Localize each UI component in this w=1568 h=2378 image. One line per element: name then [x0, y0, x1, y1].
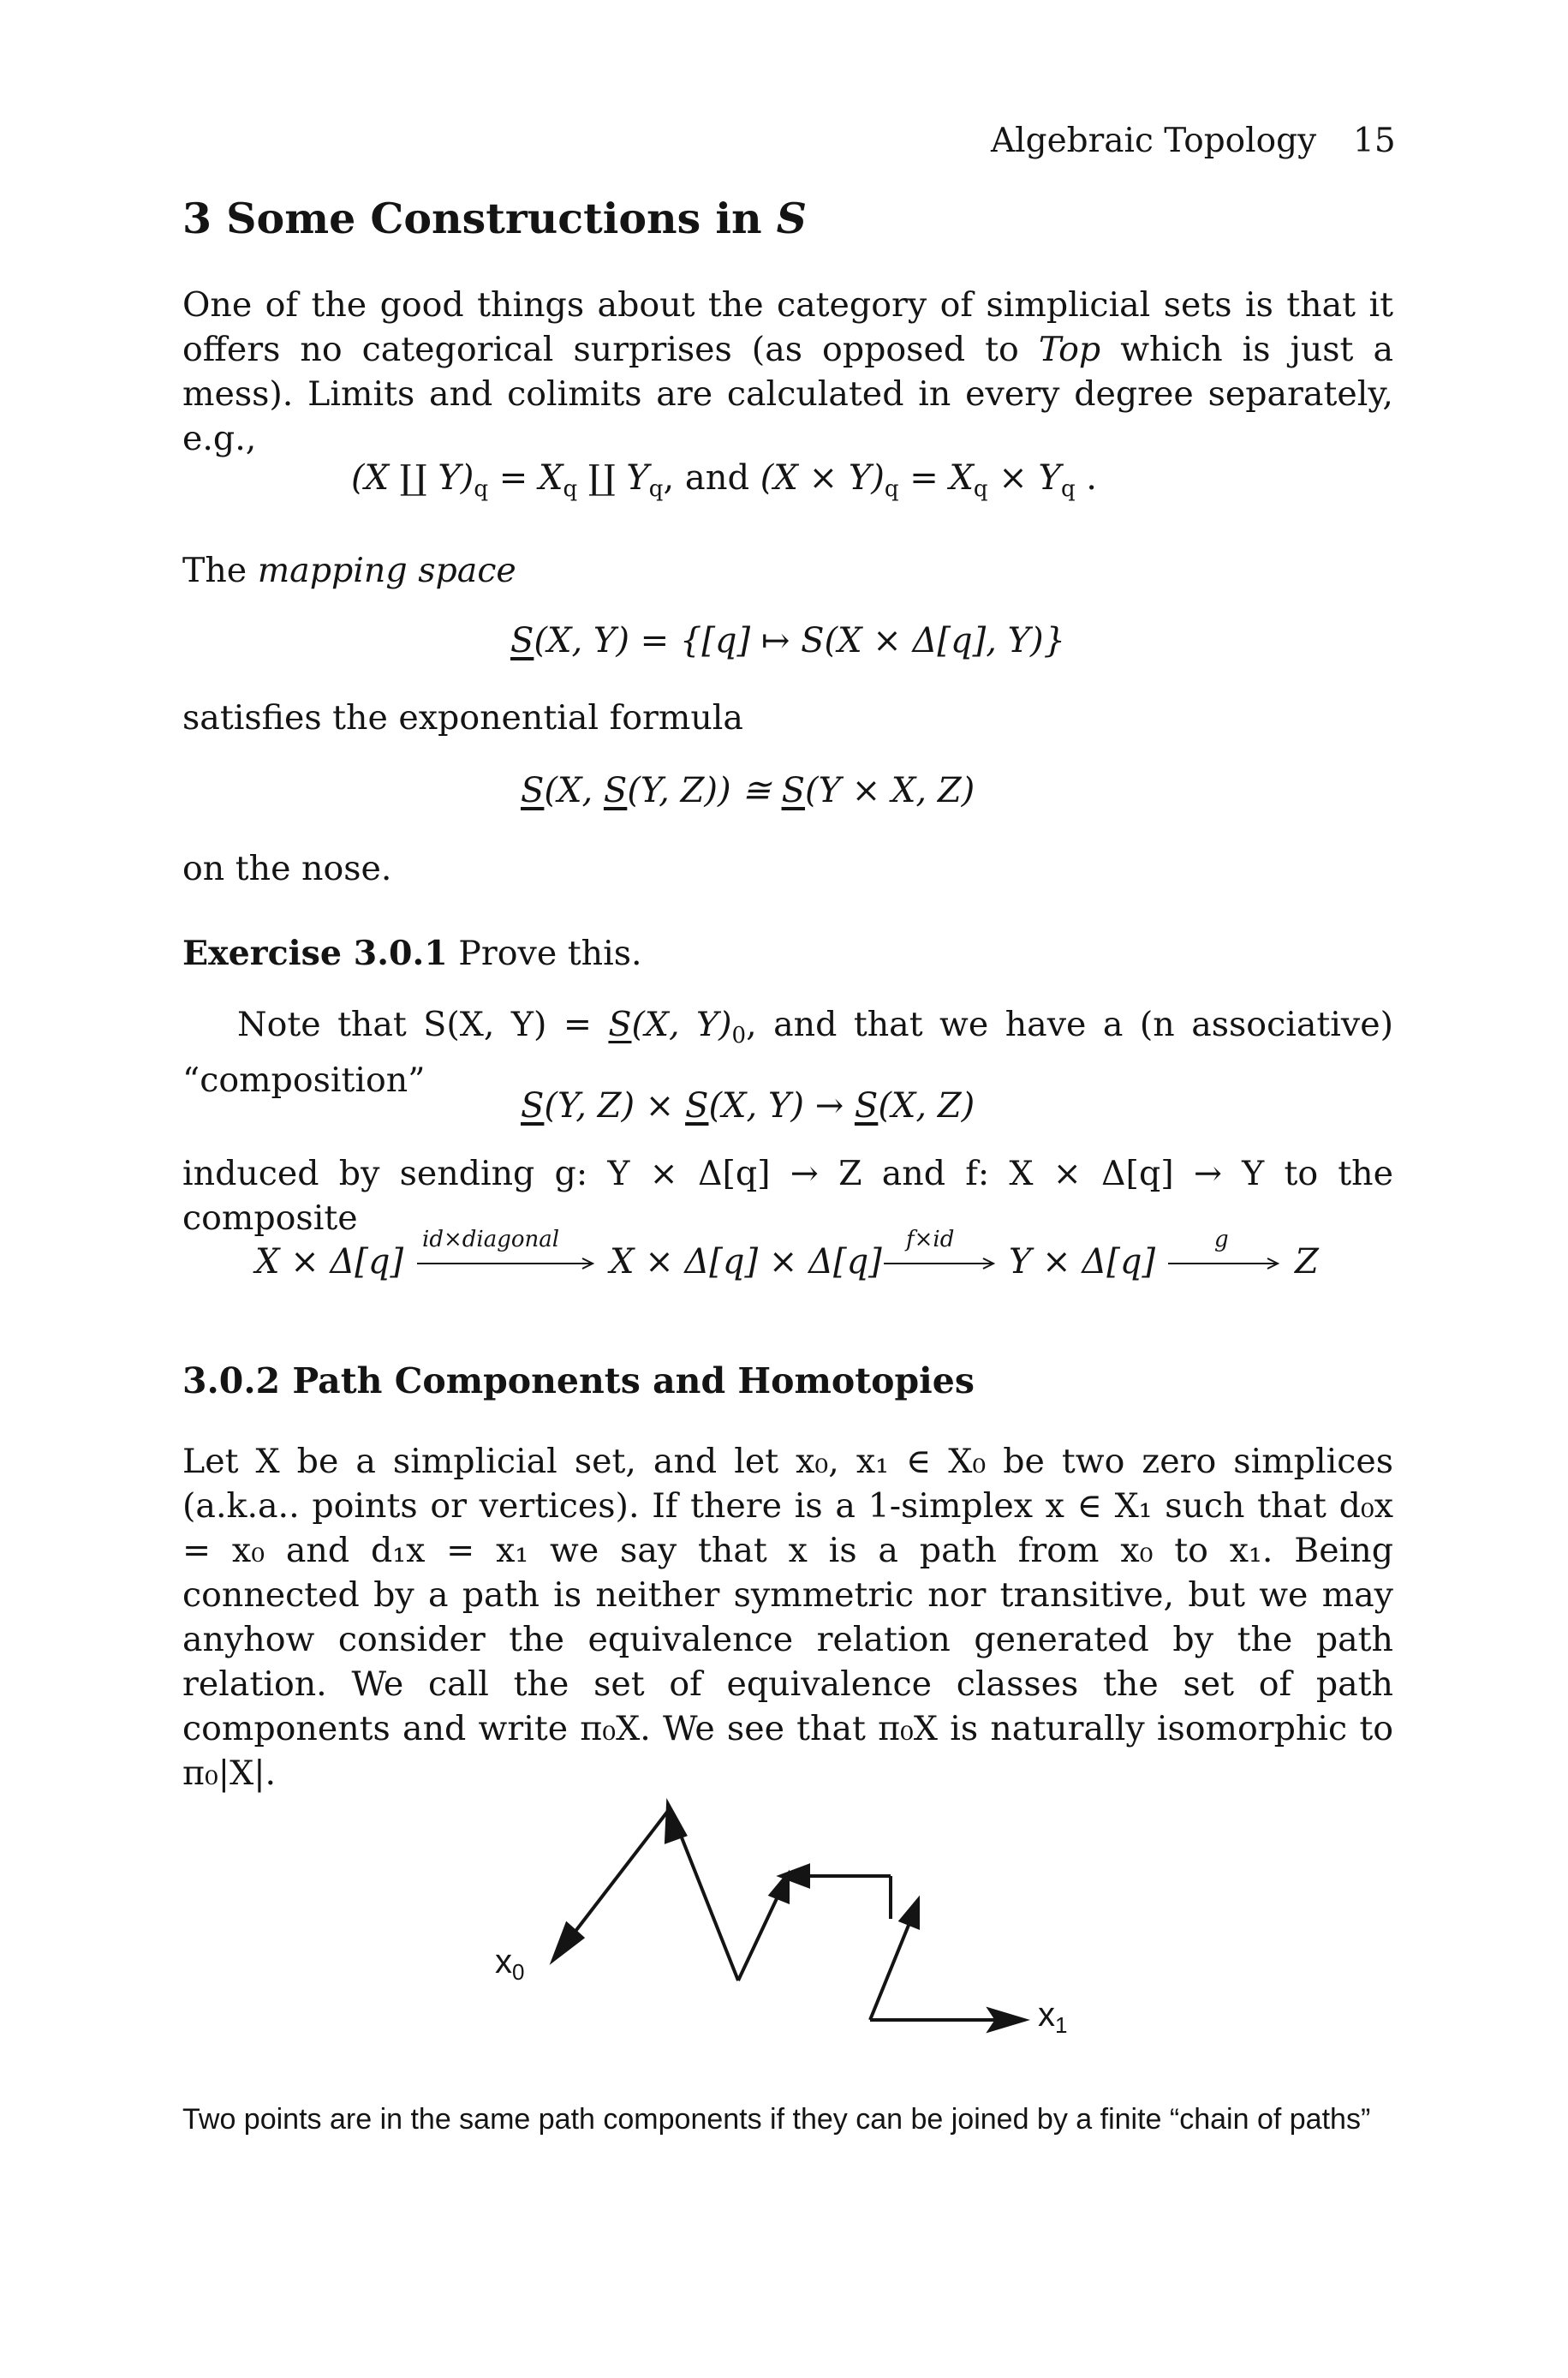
equation-exponential: S(X, S(Y, Z)) ≅ S(Y × X, Z) [521, 771, 975, 810]
equation-composition: S(Y, Z) × S(X, Y) → S(X, Z) [521, 1086, 975, 1126]
path-arrow-6-icon [870, 1919, 911, 2020]
induced-by-sentence: induced by sending g: Y × Δ[q] → Z and f: X × Δ[q] → Y to the composite [182, 1154, 1393, 1238]
note-paragraph: Note that S(X, Y) = S(X, $Y)_0$, and that we have a (n associative) “composition” [182, 1005, 1393, 1100]
composite-term-3: Y × Δ[q] [1009, 1242, 1156, 1282]
section-number: 3 [182, 194, 212, 243]
composite-arrows [0, 1216, 1568, 1311]
section-title [182, 194, 807, 243]
exercise-label: Exercise 3.0.1 [182, 934, 448, 973]
arrow-label-2: f×id [906, 1227, 955, 1252]
term-mapping-space: mapping space [257, 551, 516, 590]
composite-term-4: Z [1295, 1242, 1319, 1282]
equation-mapping-space: S(X, Y) = {[q] ↦ S(X × Δ[q], Y)} [510, 621, 1066, 660]
path-arrow-2-icon [677, 1825, 738, 1981]
section-title-symbol: S [776, 194, 808, 243]
running-header-title: Algebraic Topology [991, 122, 1317, 160]
top-category-symbol: Top [1038, 330, 1101, 369]
composite-term-1: X × Δ[q] [255, 1242, 404, 1282]
section-title-text: Some Constructions in [226, 194, 762, 243]
composite-term-2: X × Δ[q] × Δ[q] [610, 1242, 882, 1282]
path-components-paragraph: Let X be a simplicial set, and let x₀, x₁ ∈ X₀ be two zero simplices (a.k.a.. points or vertices). If there is a 1-simplex x ∈ X₁ such that d₀x = x₀ and d₁x = x₁ we say that x is a path from x₀ to x₁. Being connected by a path is neither symmetric nor transitive, but we may anyhow consider the equivalence relation generated by the path relation. We call the set of equivalence classes the set of path components and write π₀X. We see that π₀X is naturally isomorphic to π₀|X|. [182, 1442, 1393, 1793]
composite-diagram [0, 1216, 1568, 1311]
intro-paragraph: One of the good things about the category of simplicial sets is that it offers no categorical surprises (as opposed to Top which is just a mess). Limits and colimits are calculated in every degree separately, e.g., [182, 285, 1394, 458]
arrow-label-1: id×diagonal [422, 1227, 560, 1252]
equation-limits: (X ∐ $Y)_q = X_q$ ∐ $Y_q$, and $(X \times Y)_q = X_q \times Y_q$ . [351, 458, 1098, 502]
path-chain-figure [0, 1790, 1568, 2064]
mapping-space-intro: The mapping space [182, 551, 516, 590]
page-number: 15 [1353, 122, 1396, 160]
path-arrow-3-icon [738, 1893, 779, 1981]
exponential-formula-intro: satisfies the exponential formula [182, 698, 743, 738]
subsection-title: 3.0.2 Path Components and Homotopies [182, 1360, 975, 1401]
path-arrow-1-icon [565, 1811, 668, 1945]
label-x1: $x_1$ [1038, 1996, 1068, 2038]
exercise-3-0-1: Exercise 3.0.1 Prove this. [182, 934, 642, 973]
figure-caption: Two points are in the same path components if they can be joined by a finite “chain of paths” [182, 2103, 1371, 2136]
on-the-nose: on the nose. [182, 849, 392, 888]
arrow-label-3: g [1214, 1227, 1229, 1252]
label-x0: $x_0$ [495, 1943, 525, 1985]
